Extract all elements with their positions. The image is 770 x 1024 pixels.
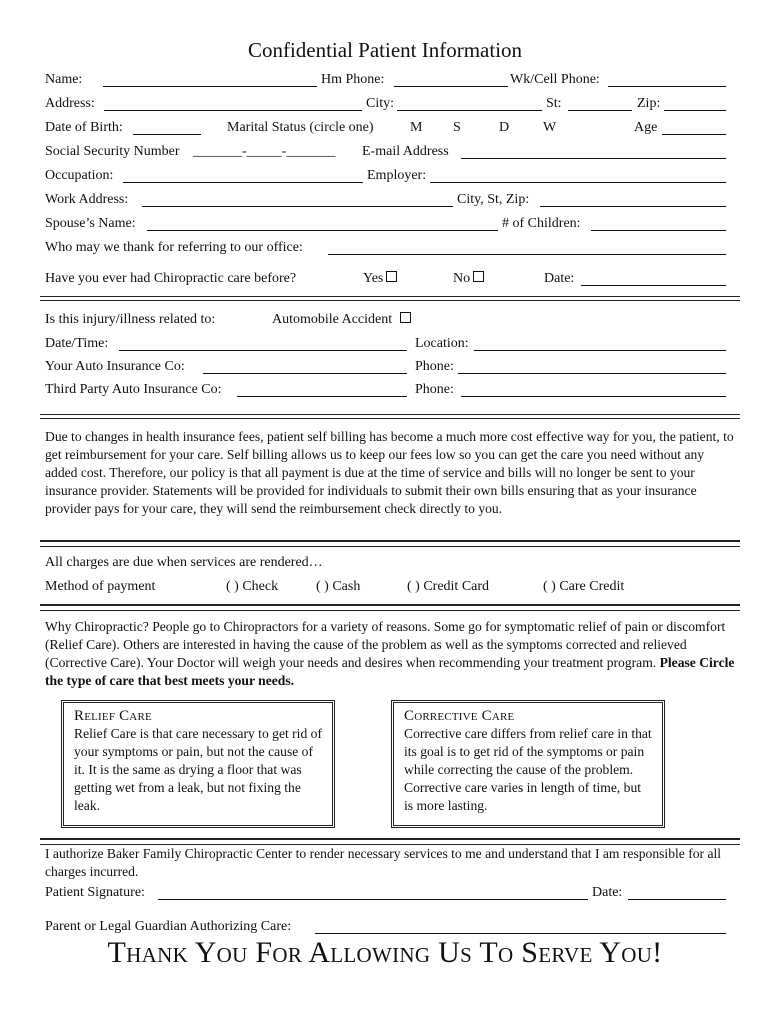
children-field[interactable] [591, 230, 726, 231]
no-label: No [453, 271, 471, 286]
age-field[interactable] [662, 134, 726, 135]
signature-date-label: Date: [592, 885, 623, 900]
marital-option-d[interactable]: D [499, 120, 510, 135]
name-field[interactable] [103, 86, 317, 87]
work-address-label: Work Address: [45, 192, 129, 207]
your-insurance-label: Your Auto Insurance Co: [45, 359, 185, 374]
chiro-date-field[interactable] [581, 285, 726, 286]
billing-policy-paragraph: Due to changes in health insurance fees, patient self billing has become a much more cost effective way for you, the patient, to get reimbursement for your care. Self billing allows us to keep our fees low so you can get the care you need without any added cost. Therefore, our policy is that all payment is due at the time of service and bills will no longer be sent to your insurance provider. Statements will be provided for individuals to submit their own bills ensuring that as your insurance provider pays for your care, they will send the reimbursement check directly to you. [45, 429, 734, 516]
yes-label: Yes [363, 271, 384, 286]
corrective-care-title: Corrective Care [404, 708, 515, 724]
wk-cell-phone-label: Wk/Cell Phone: [510, 72, 600, 87]
third-party-phone-field[interactable] [461, 396, 726, 397]
city-field[interactable] [397, 110, 542, 111]
authorization-text: I authorize Baker Family Chiropractic Center to render necessary services to me and understand that I am responsible for all charges incurred. [45, 846, 722, 879]
relief-care-title: Relief Care [74, 708, 152, 724]
datetime-label: Date/Time: [45, 336, 109, 351]
age-label: Age [634, 120, 658, 135]
why-chiropractic-paragraph [45, 618, 735, 690]
marital-option-s[interactable]: S [453, 120, 461, 135]
email-label: E-mail Address [362, 144, 449, 159]
dob-label: Date of Birth: [45, 120, 123, 135]
hm-phone-field[interactable] [394, 86, 508, 87]
ssn-label: Social Security Number [45, 144, 180, 159]
address-field[interactable] [104, 110, 362, 111]
signature-date-field[interactable] [628, 899, 726, 900]
chiro-before-label: Have you ever had Chiropractic care before? [45, 271, 297, 286]
wk-cell-phone-field[interactable] [608, 86, 726, 87]
city-label: City: [366, 96, 395, 111]
location-label: Location: [415, 336, 469, 351]
section-divider [40, 838, 740, 845]
payment-care-credit-option[interactable]: ( ) Care Credit [543, 579, 625, 594]
employer-label: Employer: [367, 168, 427, 183]
ssn-field[interactable]: _______-_____-_______ [193, 144, 336, 159]
datetime-field[interactable] [119, 350, 407, 351]
address-label: Address: [45, 96, 95, 111]
location-field[interactable] [474, 350, 726, 351]
zip-field[interactable] [664, 110, 726, 111]
st-field[interactable] [568, 110, 632, 111]
your-insurance-field[interactable] [203, 373, 407, 374]
charges-due-text: All charges are due when services are rendered… [45, 555, 323, 570]
work-city-label: City, St, Zip: [457, 192, 530, 207]
corrective-care-description: Corrective care differs from relief care in that its goal is to get rid of the symptoms or pain while correcting the cause of the problem. Corrective care varies in length of time, but is more lasting. [404, 726, 652, 813]
your-insurance-phone-field[interactable] [458, 373, 726, 374]
name-label: Name: [45, 72, 83, 87]
corrective-care-box[interactable] [391, 700, 665, 828]
automobile-accident-label: Automobile Accident [272, 312, 393, 327]
guardian-label: Parent or Legal Guardian Authorizing Care: [45, 919, 292, 934]
marital-status-label: Marital Status (circle one) [227, 120, 374, 135]
no-checkbox[interactable] [473, 271, 484, 282]
email-field[interactable] [461, 158, 726, 159]
occupation-label: Occupation: [45, 168, 114, 183]
why-chiropractic-text: Why Chiropractic? People go to Chiropractors for a variety of reasons. Some go for symptomatic relief of pain or discomfort (Relief Care). Others are interested in having the cause of the problem as well as the symptoms corrected and relieved (Corrective Care). Your Doctor will weigh your needs and desires when recommending your treatment program. [45, 619, 726, 670]
spouse-label: Spouse’s Name: [45, 216, 136, 231]
patient-signature-label: Patient Signature: [45, 885, 145, 900]
children-label: # of Children: [502, 216, 581, 231]
relief-care-description: Relief Care is that care necessary to get rid of your symptoms or pain, but not the cause of it. It is the same as drying a floor that was getting wet from a leak, but not fixing the leak. [74, 726, 322, 813]
injury-related-label: Is this injury/illness related to: [45, 312, 216, 327]
circle-care-instruction: Please Circle the type of care that best meets your needs. [45, 655, 735, 688]
occupation-field[interactable] [123, 182, 363, 183]
zip-label: Zip: [637, 96, 661, 111]
third-party-insurance-label: Third Party Auto Insurance Co: [45, 382, 222, 397]
work-city-field[interactable] [540, 206, 726, 207]
page-title: Confidential Patient Information [247, 38, 523, 62]
section-divider [40, 540, 740, 547]
guardian-signature-field[interactable] [315, 933, 726, 934]
st-label: St: [546, 96, 562, 111]
yes-checkbox[interactable] [386, 271, 397, 282]
automobile-accident-option[interactable] [272, 312, 411, 328]
hm-phone-label: Hm Phone: [321, 72, 385, 87]
section-divider [40, 414, 740, 419]
payment-credit-card-option[interactable]: ( ) Credit Card [407, 579, 490, 594]
payment-method-label: Method of payment [45, 579, 156, 594]
chiro-date-label: Date: [544, 271, 575, 286]
referral-field[interactable] [328, 254, 726, 255]
yes-option[interactable] [363, 271, 397, 287]
work-address-field[interactable] [142, 206, 453, 207]
relief-care-box[interactable] [61, 700, 335, 828]
thank-you-heading: Thank You For Allowing Us To Serve You! [107, 936, 663, 969]
patient-signature-field[interactable] [158, 899, 588, 900]
dob-field[interactable] [133, 134, 201, 135]
employer-field[interactable] [430, 182, 726, 183]
spouse-field[interactable] [147, 230, 498, 231]
third-party-insurance-field[interactable] [237, 396, 407, 397]
payment-check-option[interactable]: ( ) Check [226, 579, 279, 594]
marital-option-m[interactable]: M [410, 120, 423, 135]
payment-cash-option[interactable]: ( ) Cash [316, 579, 361, 594]
marital-option-w[interactable]: W [543, 120, 557, 135]
automobile-accident-checkbox[interactable] [400, 312, 411, 323]
your-insurance-phone-label: Phone: [415, 359, 454, 374]
third-party-phone-label: Phone: [415, 382, 454, 397]
referral-label: Who may we thank for referring to our office: [45, 240, 303, 255]
no-option[interactable] [453, 271, 484, 287]
section-divider [40, 604, 740, 611]
section-divider [40, 296, 740, 301]
